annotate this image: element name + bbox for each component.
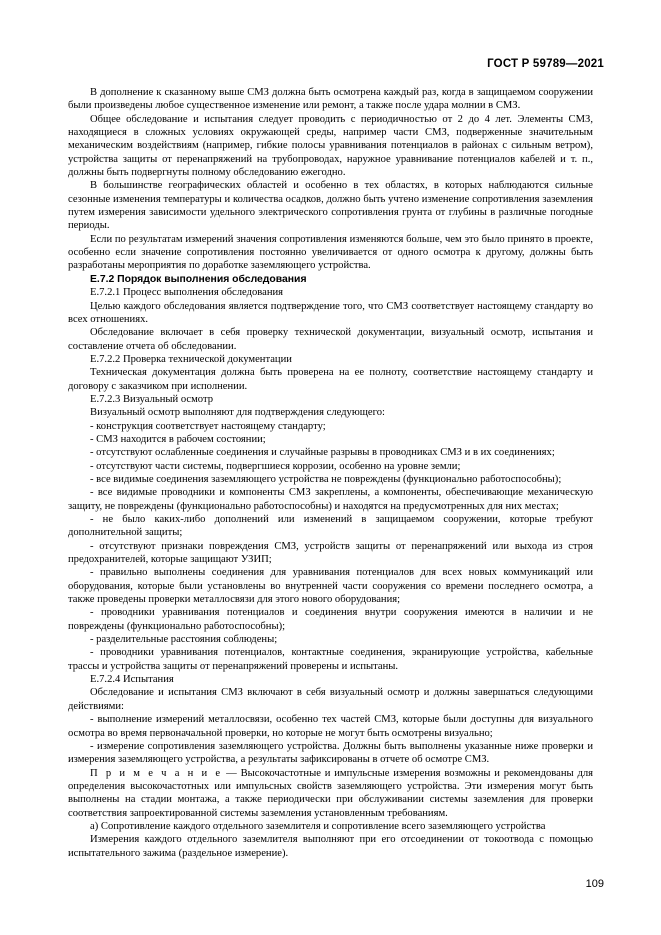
list-item: - правильно выполнены соединения для уравнивания потенциалов для всех новых коммуникаций или оборудования, которые были установлены во внутренней части сооружения со времени последнего осмотра, а также проведены проверки металлосвязи для этого нового оборудования;	[68, 567, 593, 606]
list-item: - не было каких-либо дополнений или изменений в защищаемом сооружении, которые требуют дополнительной защиты;	[68, 514, 593, 539]
paragraph: Визуальный осмотр выполняют для подтверждения следующего:	[90, 407, 385, 419]
paragraph: Обследование и испытания СМЗ включают в себя визуальный осмотр и должны завершаться следующими действиями:	[68, 687, 593, 712]
list-item-lettered: а) Сопротивление каждого отдельного заземлителя и сопротивление всего заземляющего устройства	[90, 820, 546, 832]
note-paragraph	[68, 767, 593, 820]
list-item: - разделительные расстояния соблюдены;	[90, 634, 278, 646]
paragraph: В дополнение к сказанному выше СМЗ должна быть осмотрена каждый раз, когда в защищаемом сооружении были произведены любое существенное изменение или ремонт, а также после удара молнии в СМЗ.	[68, 87, 593, 112]
list-item: - отсутствуют признаки повреждения СМЗ, устройств защиты от перенапряжений или выхода из строя предохранителей, которые защищают УЗИП;	[68, 540, 593, 566]
list-item: - проводники уравнивания потенциалов и соединения внутри сооружения имеются в наличии и не повреждены (функционально работоспособны);	[68, 607, 593, 632]
note-text: — Высокочастотные и импульсные измерения возможны и рекомендованы для определения высокочастотных или импульсных свойств заземляющего устройства. Эти измерения могут быть выполнены на стадии монтажа, а также периодически при обслуживании системы заземления для проверки соответствия запроектированной системы заземления установленным требованиям.	[68, 767, 593, 819]
note-label: П р и м е ч а н и е	[90, 767, 223, 779]
paragraph: Обследование включает в себя проверку технической документации, визуальный осмотр, испытания и составление отчета об обследовании.	[68, 327, 593, 352]
paragraph: Техническая документация должна быть проверена на ее полноту, соответствие настоящему стандарту и договору с заказчиком при исполнении.	[68, 367, 593, 392]
paragraph: Целью каждого обследования является подтверждение того, что СМЗ соответствует настоящему стандарту во всех отношениях.	[68, 300, 593, 325]
paragraph: Измерения каждого отдельного заземлителя выполняют при его отсоединении от токоотвода с помощью испытательного зажима (раздельное измерение).	[68, 834, 593, 859]
list-item: - выполнение измерений металлосвязи, особенно тех частей СМЗ, которые были доступны для визуального осмотра во время первоначальной проверки, но которые не могут быть осмотрены визуально;	[68, 714, 593, 739]
list-item: - СМЗ находится в рабочем состоянии;	[90, 433, 266, 445]
subsection-heading: Е.7.2.4 Испытания	[90, 674, 174, 686]
page-header-standard-number: ГОСТ Р 59789—2021	[487, 58, 604, 70]
list-item: - все видимые соединения заземляющего устройства не повреждены (функционально работоспособны);	[90, 473, 562, 485]
list-item: - конструкция соответствует настоящему стандарту;	[90, 420, 326, 432]
page-body	[68, 86, 593, 860]
section-heading: Е.7.2 Порядок выполнения обследования	[90, 273, 307, 285]
subsection-heading: Е.7.2.2 Проверка технической документации	[90, 353, 292, 365]
list-item: - все видимые проводники и компоненты СМЗ закреплены, а компоненты, обеспечивающие механическую защиту, не повреждены (функционально работоспособны) и находятся на предусмотренных для них местах;	[68, 487, 593, 512]
paragraph: В большинстве географических областей и особенно в тех областях, в которых наблюдаются сильные сезонные изменения температуры и количества осадков, должно быть учтено изменение сопротивления заземления путем измерения зависимости удельного электрического сопротивления грунта от глубины в различные погодные периоды.	[68, 180, 593, 232]
list-item: - отсутствуют ослабленные соединения и случайные разрывы в проводниках СМЗ и в их соединениях;	[90, 447, 555, 459]
subsection-heading: Е.7.2.1 Процесс выполнения обследования	[90, 287, 284, 299]
list-item: - измерение сопротивления заземляющего устройства. Должны быть выполнены указанные ниже проверки и измерения заземляющего устройства, а результаты зафиксированы в отчете об осмотре СМЗ.	[68, 740, 593, 766]
list-item: - проводники уравнивания потенциалов, контактные соединения, экранирующие устройства, кабельные трассы и устройства защиты от перенапряжений проверены и испытаны.	[68, 647, 593, 672]
paragraph: Если по результатам измерений значения сопротивления изменяются больше, чем это было принято в проекте, особенно если значение сопротивления постоянно увеличивается от одного осмотра к другому, должны быть разработаны мероприятия по доработке заземляющего устройства.	[68, 233, 593, 272]
subsection-heading: Е.7.2.3 Визуальный осмотр	[90, 393, 214, 405]
list-item: - отсутствуют части системы, подвергшиеся коррозии, особенно на уровне земли;	[90, 460, 461, 472]
page-number: 109	[585, 878, 604, 890]
paragraph: Общее обследование и испытания следует проводить с периодичностью от 2 до 4 лет. Элементы СМЗ, находящиеся в сложных условиях окружающей среды, например части СМЗ, подверженные значительным механическим воздействиям (например, гибкие полосы уравнивания потенциалов в районах с сильным ветром), устройства защиты от перенапряжений на трубопроводах, наружное уравнивание потенциалов кабелей и т. п., должны быть подвергнуты полному обследованию ежегодно.	[68, 113, 593, 179]
